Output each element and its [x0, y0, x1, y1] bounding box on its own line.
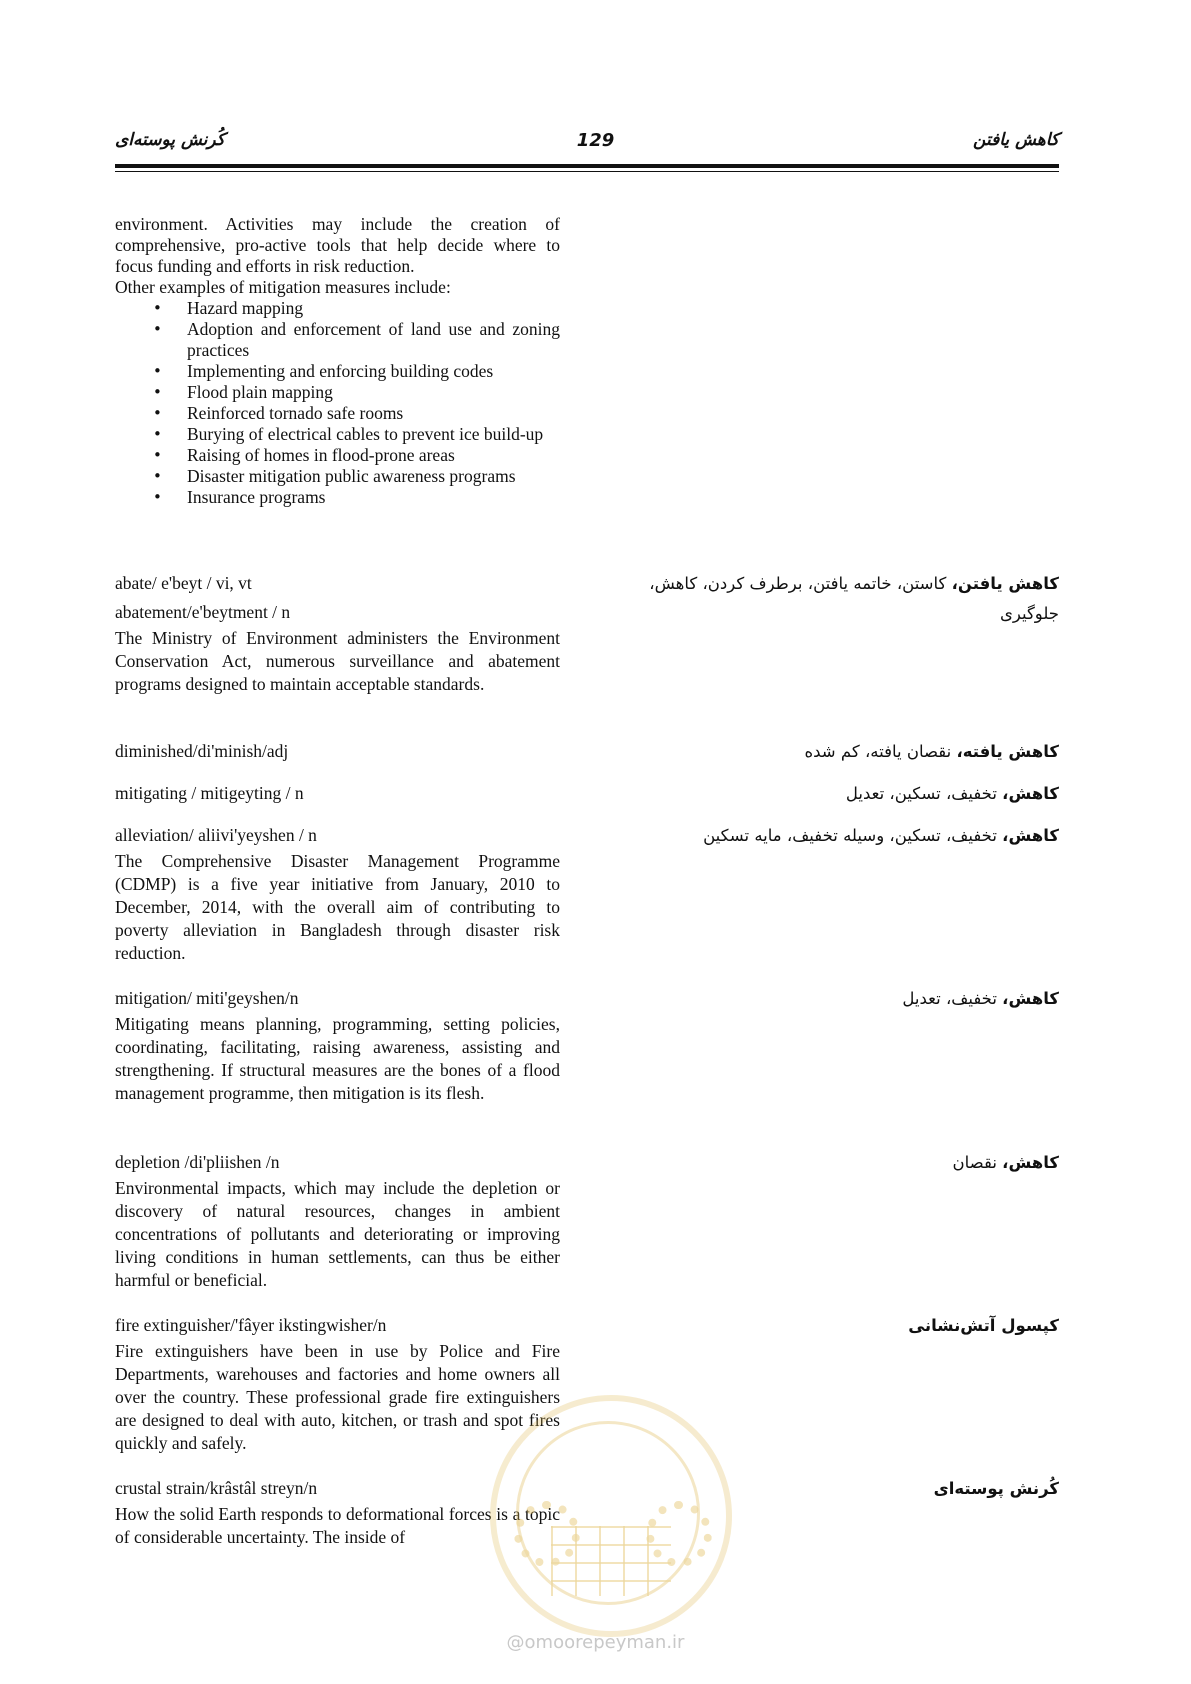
entry-term: crustal strain/krâstâl streyn/n	[115, 1478, 318, 1498]
entry-depletion	[115, 1148, 560, 1292]
intro-section	[115, 214, 560, 508]
entry-alleviation-fa	[639, 821, 1059, 851]
fa-headword: کاهش،	[1002, 826, 1059, 845]
fa-headword: کاهش یافتن،	[951, 574, 1059, 593]
fa-definition: تخفیف، تسکین، تعدیل	[845, 784, 1003, 803]
entry-mitigating-fa	[639, 779, 1059, 809]
intro-paragraph: environment. Activities may include the creation of comprehensive, pro-active tools that help decide where to focus funding and efforts in risk reduction.	[115, 214, 560, 276]
entry-fire-extinguisher-fa	[639, 1311, 1059, 1341]
header-rule-thin	[115, 171, 1059, 172]
fa-definition: تخفیف، تسکین، وسیله تخفیف، مایه تسکین	[703, 826, 1003, 845]
entry-term: abate/ e'beyt / vi, vt	[115, 573, 252, 593]
entry-example: Environmental impacts, which may include the depletion or discovery of natural resources, changes in ambient concentrations of pollutants and deteriorating or improving living conditions in human settlements, can thus be either harmful or beneficial.	[115, 1178, 560, 1290]
fa-definition: نقصان یافته، کم شده	[804, 742, 957, 761]
list-item: • Insurance programs	[187, 487, 560, 508]
list-item: • Implementing and enforcing building codes	[187, 361, 560, 382]
entry-mitigation	[115, 984, 560, 1105]
entry-mitigation-fa	[639, 984, 1059, 1014]
entry-example: How the solid Earth responds to deformational forces is a topic of considerable uncertainty. The inside of	[115, 1504, 560, 1547]
watermark-grid	[551, 1526, 671, 1596]
entry-fire-extinguisher	[115, 1311, 560, 1455]
entry-term: mitigation/ miti'geyshen/n	[115, 988, 299, 1008]
entry-diminished	[115, 737, 560, 766]
list-item: • Burying of electrical cables to prevent ice build-up	[187, 424, 560, 445]
list-item: • Disaster mitigation public awareness programs	[187, 466, 560, 487]
intro-lead: Other examples of mitigation measures include:	[115, 277, 451, 297]
entry-term: fire extinguisher/'fâyer ikstingwisher/n	[115, 1315, 387, 1335]
entry-diminished-fa	[639, 737, 1059, 767]
entry-term: diminished/di'minish/adj	[115, 741, 289, 761]
header-rule-thick	[115, 164, 1059, 168]
entry-abate-fa	[639, 569, 1059, 629]
mitigation-list	[115, 298, 560, 508]
entry-mitigating	[115, 779, 560, 808]
fa-definition: تخفیف، تعدیل	[902, 989, 1003, 1008]
entry-example: Fire extinguishers have been in use by Police and Fire Departments, warehouses and factories and home owners all over the country. These professional grade fire extinguishers are designed to deal with auto, kitchen, or trash and spot fires quickly and safely.	[115, 1341, 560, 1453]
fa-headword: کپسول آتش‌نشانی	[908, 1316, 1059, 1335]
entry-term: abatement/e'beytment / n	[115, 602, 291, 622]
entry-term: alleviation/ aliivi'yeyshen / n	[115, 825, 317, 845]
fa-definition: نقصان	[952, 1153, 1003, 1172]
fa-definition: کاستن، خاتمه یافتن، برطرف کردن، کاهش، جلوگیری	[649, 574, 1059, 623]
fa-headword: کاهش،	[1002, 784, 1059, 803]
fa-headword: کاهش،	[1002, 1153, 1059, 1172]
entry-term: mitigating / mitigeyting / n	[115, 783, 304, 803]
list-item: • Hazard mapping	[187, 298, 560, 319]
entry-abate	[115, 569, 560, 696]
fa-headword: کاهش،	[1002, 989, 1059, 1008]
list-item: • Reinforced tornado safe rooms	[187, 403, 560, 424]
running-header-right: کاهش یافتن	[973, 130, 1059, 150]
entry-alleviation	[115, 821, 560, 965]
entry-depletion-fa	[639, 1148, 1059, 1178]
watermark-site: @omoorepeyman.ir	[506, 1632, 685, 1653]
entry-example: The Ministry of Environment administers the Environment Conservation Act, numerous surveillance and abatement programs designed to maintain acceptable standards.	[115, 628, 560, 694]
fa-headword: کُرنش پوسته‌ای	[933, 1479, 1059, 1498]
list-item: • Adoption and enforcement of land use and zoning practices	[187, 319, 560, 361]
entry-term: depletion /di'pliishen /n	[115, 1152, 280, 1172]
fa-headword: کاهش یافته،	[956, 742, 1059, 761]
list-item: • Flood plain mapping	[187, 382, 560, 403]
running-header-left: کُرنش پوسته‌ای	[115, 130, 225, 150]
list-item: • Raising of homes in flood-prone areas	[187, 445, 560, 466]
watermark-logo	[490, 1395, 732, 1637]
entry-example: The Comprehensive Disaster Management Programme (CDMP) is a five year initiative from January, 2010 to December, 2014, with the overall aim of contributing to poverty alleviation in Bangladesh through disaster risk reduction.	[115, 851, 560, 963]
page-number: 129	[576, 130, 615, 151]
entry-example: Mitigating means planning, programming, setting policies, coordinating, facilitating, raising awareness, assisting and strengthening. If structural measures are the bones of a flood management programme, then mitigation is its flesh.	[115, 1014, 560, 1103]
